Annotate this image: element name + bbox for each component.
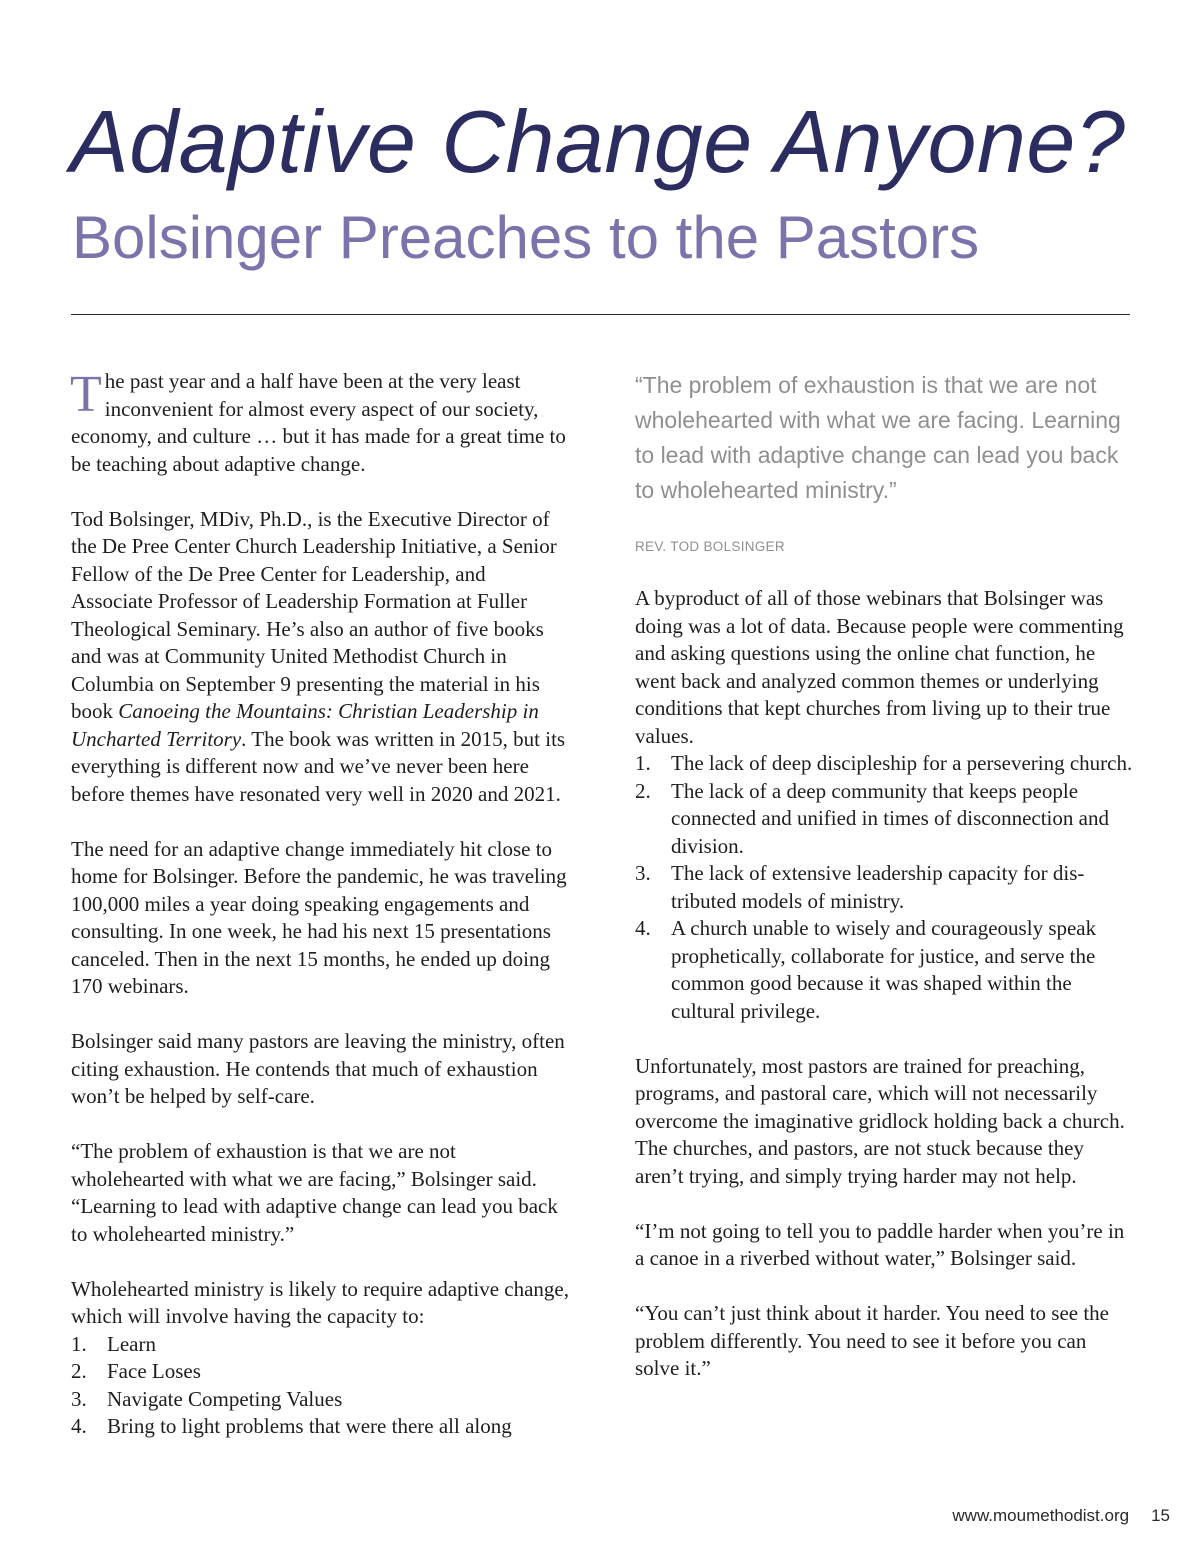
paragraph-canoe-quote: “I’m not going to tell you to paddle harder when you’re in a canoe in a riverbed without water,” Bolsinger said.	[635, 1218, 1125, 1270]
paragraph-data: A byproduct of all of those webinars that Bolsinger was doing was a lot of data. Because people were commenting and asking questions using the online chat function, he went back and analyzed common themes or underlying conditions that kept churches from living up to their true values.	[635, 586, 1124, 748]
paragraph-exhaustion: Bolsinger said many pastors are leaving the ministry, often citing exhaustion. He contends that much of exhaustion won’t be helped by self-care.	[71, 1029, 565, 1108]
left-column	[71, 368, 571, 1468]
paragraph-quote: “The problem of exhaustion is that we are not wholehearted with what we are facing,” Bolsinger said. “Learning to lead with adaptive change can lead you back to wholehearted ministry.”	[71, 1139, 558, 1246]
intro-paragraph	[71, 368, 571, 478]
list-number: 1.	[635, 751, 651, 775]
paragraph-pastors: Unfortunately, most pastors are trained for preaching, programs, and pastoral care, which will not necessarily overcome the imaginative gridlock holding back a church. The churches, and pastors, are not stuck because they aren’t trying, and simply trying harder may not help.	[635, 1053, 1125, 1188]
conditions-list	[635, 750, 1135, 1025]
pull-quote-attribution: REV. TOD BOLSINGER	[635, 538, 785, 554]
page-subtitle: Bolsinger Preaches to the Pastors	[72, 204, 980, 271]
footer-url: www.moumethodist.org	[952, 1506, 1130, 1525]
bio-paragraph	[71, 506, 571, 809]
list-item	[635, 778, 1135, 861]
intro-text: he past year and a half have been at the very least inconvenient for almost every aspect of our society, economy, and culture … but it has made for a great time to be teaching about adaptive change.	[71, 369, 566, 476]
bio-text-after: . The book was written in 2015, but its everything is different now and we’ve never been here before themes have resonated very well in 2020 and 2021.	[71, 726, 566, 806]
list-number: 4.	[635, 916, 651, 940]
list-text: Learn	[107, 1331, 156, 1356]
list-text: A church unable to wisely and courageously speak prophetically, collaborate for justice, and serve the common good because it was shaped within the cultural privilege.	[671, 916, 1097, 1023]
drop-cap: T	[70, 366, 102, 423]
list-text: Navigate Competing Values	[107, 1386, 343, 1411]
page-title: Adaptive Change Anyone?	[70, 92, 1126, 191]
list-item	[71, 1413, 571, 1441]
list-number: 1.	[71, 1331, 87, 1356]
list-number: 3.	[635, 861, 651, 885]
list-item	[71, 1386, 571, 1414]
pull-quote: “The problem of exhaustion is that we are not wholehearted with what we are facing. Learning to lead with adaptive change can lead you back to wholehearted ministry.”	[635, 372, 1121, 503]
page-number: 15	[1151, 1506, 1170, 1525]
paragraph-travel: The need for an adaptive change immediately hit close to home for Bolsinger. Before the pandemic, he was traveling 100,000 miles a year doing speaking engagements and consulting. In one week, he had his next 15 presentations canceled. Then in the next 15 months, he ended up doing 170 webinars.	[71, 836, 567, 998]
list-item	[635, 750, 1135, 778]
header-divider	[71, 314, 1130, 315]
bio-text-before: Tod Bolsinger, MDiv, Ph.D., is the Executive Director of the De Pree Center Church Leadership Initiative, a Senior Fellow of the De Pree Center for Leadership, and Associate Professor of Leadership Formation at Fuller Theological Seminary. He’s also an author of five books and was at Community United Methodist Church in Columbia on September 9 presenting the material in his book	[71, 506, 557, 723]
list-item	[635, 915, 1135, 1025]
right-column	[635, 368, 1135, 1410]
book-title: Canoeing the Mountains: Christian Leadership in Uncharted Territory	[71, 699, 539, 751]
list-text: Bring to light problems that were there all along	[107, 1414, 512, 1438]
capacity-list	[71, 1331, 571, 1441]
list-text: The lack of extensive leadership capacity for distributed models of ministry.	[671, 861, 1085, 913]
list-number: 4.	[71, 1414, 87, 1438]
page-footer	[952, 1506, 1170, 1526]
list-number: 2.	[635, 778, 651, 803]
list-number: 3.	[71, 1386, 87, 1411]
list-text: The lack of a deep community that keeps people connected and unified in times of disconnection and division.	[671, 778, 1109, 858]
list-item	[71, 1331, 571, 1359]
list-text: The lack of deep discipleship for a persevering church.	[671, 751, 1133, 775]
paragraph-final-quote: “You can’t just think about it harder. You need to see the problem differently. You need to see it before you can solve it.”	[635, 1301, 1110, 1380]
list-item	[635, 860, 1135, 915]
list-item	[71, 1358, 571, 1386]
paragraph-capacity: Wholehearted ministry is likely to require adaptive change, which will involve having the capacity to:	[71, 1276, 569, 1328]
list-text: Face Loses	[107, 1359, 201, 1383]
list-number: 2.	[71, 1359, 87, 1383]
